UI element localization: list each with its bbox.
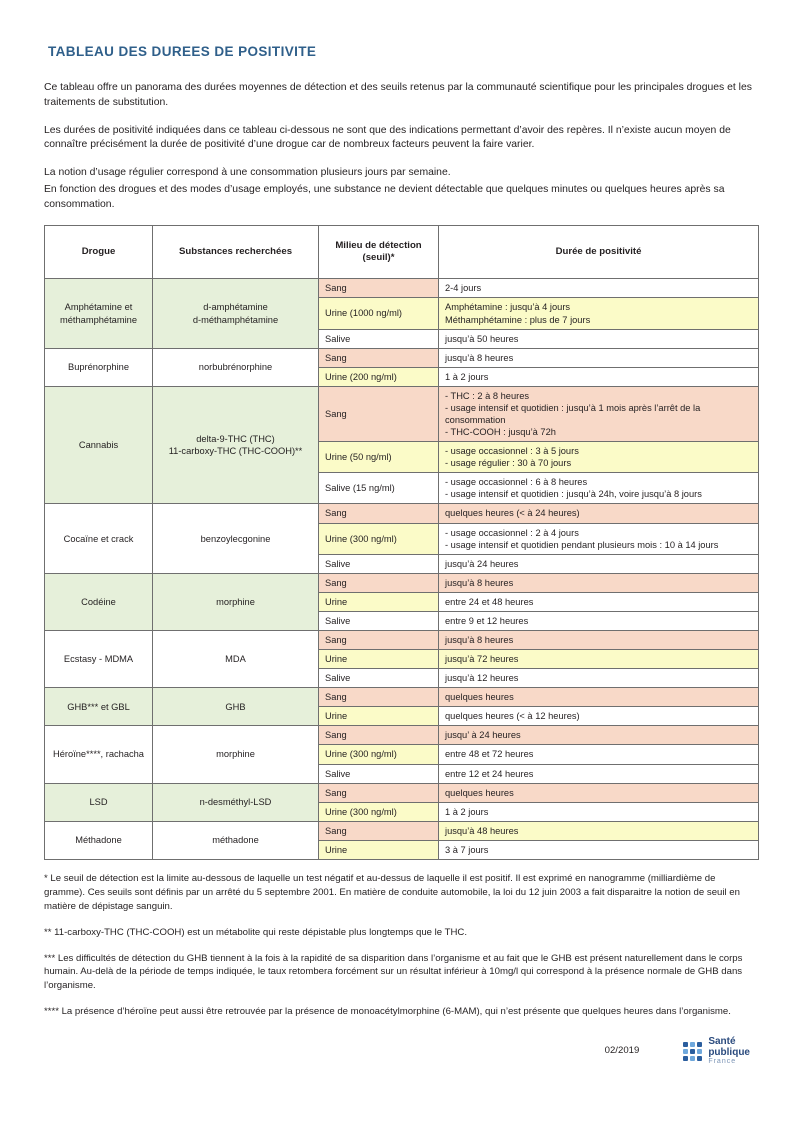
cell-duree: quelques heures xyxy=(439,688,759,707)
intro-section xyxy=(44,81,758,212)
cell-duree: jusqu’à 24 heures xyxy=(439,554,759,573)
column-header-milieu-line1: Milieu de détection xyxy=(335,239,422,251)
cell-duree: quelques heures xyxy=(439,783,759,802)
cell-duree: - usage occasionnel : 3 à 5 jours - usage régulier : 30 à 70 jours xyxy=(439,442,759,473)
cell-drug: Amphétamine et méthamphétamine xyxy=(45,279,153,348)
cell-milieu: Urine (200 ng/ml) xyxy=(319,367,439,386)
cell-duree: jusqu’à 8 heures xyxy=(439,573,759,592)
cell-duree: 3 à 7 jours xyxy=(439,840,759,859)
cell-milieu: Urine (1000 ng/ml) xyxy=(319,298,439,329)
cell-substance: méthadone xyxy=(153,821,319,859)
cell-drug: Héroïne****, rachacha xyxy=(45,726,153,783)
cell-milieu: Sang xyxy=(319,688,439,707)
page-footer xyxy=(44,1037,758,1065)
cell-milieu: Salive xyxy=(319,669,439,688)
column-header-duree: Durée de positivité xyxy=(439,226,759,279)
cell-milieu: Salive xyxy=(319,329,439,348)
page-title: TABLEAU DES DUREES DE POSITIVITE xyxy=(48,44,317,59)
cell-substance: benzoylecgonine xyxy=(153,504,319,573)
intro-paragraph-4: En fonction des drogues et des modes d’usage employés, une substance ne devient détectable que quelques minutes ou quelques heures après sa consommation. xyxy=(44,183,725,210)
cell-duree: - usage occasionnel : 6 à 8 heures - usage intensif et quotidien : jusqu’à 24h, voire jusqu’à 8 jours xyxy=(439,473,759,504)
cell-milieu: Sang xyxy=(319,348,439,367)
cell-drug: Ecstasy - MDMA xyxy=(45,631,153,688)
cell-drug: LSD xyxy=(45,783,153,821)
cell-milieu: Salive xyxy=(319,611,439,630)
cell-duree: - THC : 2 à 8 heures - usage intensif et quotidien : jusqu’à 1 mois après l’arrêt de la consommation - THC-COOH : jusqu’à 72h xyxy=(439,386,759,441)
cell-duree: jusqu’à 8 heures xyxy=(439,348,759,367)
note-ghb: *** Les difficultés de détection du GHB tiennent à la fois à la rapidité de sa disparition dans l’organisme et au fait que le GHB est présent naturellement dans le corps humain. Au-delà de la période de temps indiquée, le taux retombera forcément sur un résultat inférieur à 10mg/l qui correspond à la présence normale de GHB dans l’organisme. xyxy=(44,952,743,992)
cell-milieu: Sang xyxy=(319,631,439,650)
cell-milieu: Sang xyxy=(319,821,439,840)
cell-milieu: Urine (300 ng/ml) xyxy=(319,802,439,821)
logo-line-3: France xyxy=(708,1058,737,1066)
cell-duree: jusqu’à 50 heures xyxy=(439,329,759,348)
column-header-milieu xyxy=(319,226,439,279)
logo-text xyxy=(708,1037,750,1065)
cell-milieu: Urine xyxy=(319,592,439,611)
positivity-duration-table xyxy=(44,225,759,860)
logo-line-1: Santé xyxy=(708,1036,736,1048)
cell-substance: n-desméthyl-LSD xyxy=(153,783,319,821)
cell-milieu: Urine (300 ng/ml) xyxy=(319,523,439,554)
intro-paragraph-3: La notion d’usage régulier correspond à une consommation plusieurs jours par semaine. xyxy=(44,167,451,179)
table-header-row xyxy=(45,226,759,279)
cell-duree: jusqu’à 72 heures xyxy=(439,650,759,669)
cell-duree: Amphétamine : jusqu’à 4 jours Méthamphétamine : plus de 7 jours xyxy=(439,298,759,329)
table-row xyxy=(45,631,759,650)
footer-date: 02/2019 xyxy=(604,1044,640,1056)
cell-duree: entre 9 et 12 heures xyxy=(439,611,759,630)
cell-duree: entre 12 et 24 heures xyxy=(439,764,759,783)
cell-drug: GHB*** et GBL xyxy=(45,688,153,726)
cell-substance: norbubrénorphine xyxy=(153,348,319,386)
cell-milieu: Urine xyxy=(319,840,439,859)
cell-drug: Buprénorphine xyxy=(45,348,153,386)
cell-duree: quelques heures (< à 24 heures) xyxy=(439,504,759,523)
cell-duree: jusqu’à 12 heures xyxy=(439,669,759,688)
table-row xyxy=(45,783,759,802)
cell-milieu: Sang xyxy=(319,726,439,745)
cell-drug: Cannabis xyxy=(45,386,153,504)
cell-milieu: Sang xyxy=(319,783,439,802)
cell-substance: morphine xyxy=(153,726,319,783)
cell-duree: jusqu’à 8 heures xyxy=(439,631,759,650)
logo-line-2: publique xyxy=(708,1046,750,1058)
note-thc-cooh: ** 11-carboxy-THC (THC-COOH) est un métabolite qui reste dépistable plus longtemps que le THC. xyxy=(44,926,468,938)
cell-duree: 1 à 2 jours xyxy=(439,802,759,821)
table-header xyxy=(45,226,759,279)
cell-milieu: Sang xyxy=(319,279,439,298)
cell-substance: delta-9-THC (THC) 11-carboxy-THC (THC-COOH)** xyxy=(153,386,319,504)
table-row xyxy=(45,504,759,523)
cell-milieu: Urine xyxy=(319,707,439,726)
table-row xyxy=(45,821,759,840)
cell-milieu: Salive (15 ng/ml) xyxy=(319,473,439,504)
cell-duree: jusqu’ à 24 heures xyxy=(439,726,759,745)
sante-publique-france-logo xyxy=(683,1037,750,1065)
table-row xyxy=(45,726,759,745)
cell-milieu: Urine xyxy=(319,650,439,669)
intro-paragraph-1: Ce tableau offre un panorama des durées moyennes de détection et des seuils retenus par la communauté scientifique pour les principales drogues et les traitements de substitution. xyxy=(44,82,752,108)
cell-duree: 1 à 2 jours xyxy=(439,367,759,386)
cell-substance: MDA xyxy=(153,631,319,688)
column-header-milieu-line2: (seuil)* xyxy=(362,252,395,264)
note-seuil: * Le seuil de détection est la limite au-dessous de laquelle un test négatif et au-dessus de laquelle il est positif. Il est exprimé en nanogramme (milliardième de gramme). Ces seuils sont définis par un arrêté du 5 septembre 2001. En matière de conduite automobile, la loi du 12 juin 2003 a fait disparaitre la notion de seuil en matière de dépistage sanguin. xyxy=(44,872,740,912)
cell-milieu: Urine (50 ng/ml) xyxy=(319,442,439,473)
cell-duree: - usage occasionnel : 2 à 4 jours - usage intensif et quotidien pendant plusieurs mois : 10 à 14 jours xyxy=(439,523,759,554)
cell-duree: 2-4 jours xyxy=(439,279,759,298)
table-row xyxy=(45,348,759,367)
cell-substance: d-amphétamine d-méthamphétamine xyxy=(153,279,319,348)
table-body xyxy=(45,279,759,860)
cell-drug: Cocaïne et crack xyxy=(45,504,153,573)
cell-substance: morphine xyxy=(153,573,319,630)
column-header-drug: Drogue xyxy=(45,226,153,279)
cell-duree: jusqu’à 48 heures xyxy=(439,821,759,840)
cell-substance: GHB xyxy=(153,688,319,726)
table-row xyxy=(45,688,759,707)
table-row xyxy=(45,573,759,592)
logo-dots-icon xyxy=(683,1042,702,1061)
table-row xyxy=(45,386,759,441)
cell-milieu: Urine (300 ng/ml) xyxy=(319,745,439,764)
cell-drug: Codéine xyxy=(45,573,153,630)
cell-milieu: Salive xyxy=(319,554,439,573)
cell-milieu: Salive xyxy=(319,764,439,783)
column-header-substance: Substances recherchées xyxy=(153,226,319,279)
note-heroine: **** La présence d’héroïne peut aussi être retrouvée par la présence de monoacétylmorphine (6-MAM), qui n’est présente que quelques heures dans l’organisme. xyxy=(44,1006,731,1018)
cell-milieu: Sang xyxy=(319,504,439,523)
cell-duree: entre 48 et 72 heures xyxy=(439,745,759,764)
intro-paragraph-2: Les durées de positivité indiquées dans ce tableau ci-dessous ne sont que des indications permettant d’avoir des repères. Il n’existe aucun moyen de connaître précisément la durée de positivité d’une drogue car de nombreux facteurs peuvent la faire varier. xyxy=(44,124,731,151)
table-row xyxy=(45,279,759,298)
cell-milieu: Sang xyxy=(319,386,439,441)
cell-duree: entre 24 et 48 heures xyxy=(439,592,759,611)
notes-section xyxy=(44,872,758,1019)
cell-duree: quelques heures (< à 12 heures) xyxy=(439,707,759,726)
cell-milieu: Sang xyxy=(319,573,439,592)
cell-drug: Méthadone xyxy=(45,821,153,859)
